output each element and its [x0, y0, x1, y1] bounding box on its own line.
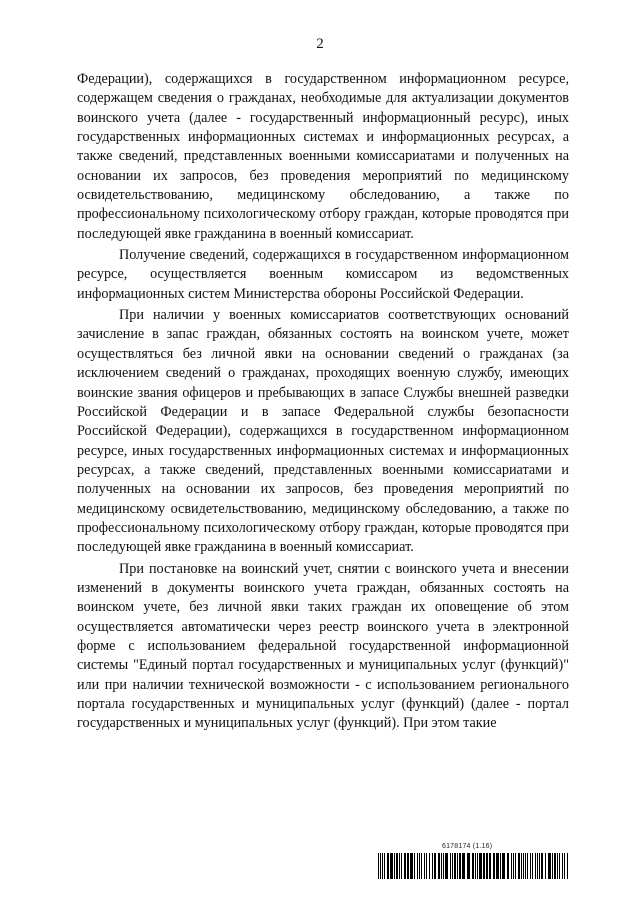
page-number: 2	[316, 36, 324, 52]
paragraph-continuation: Федерации), содержащихся в государственном информационном ресурсе, содержащем сведения о гражданах, необходимые для актуализации документов воинского учета (далее - государственный информационный ресурс), иных государственных информационных системах и информационных ресурсах, а также сведений, представленных военными комиссариатами и полученных на основании их запросов, без проведения мероприятий по медицинскому освидетельствованию, медицинскому обследованию, а также по профессиональному психологическому отбору граждан, которые проводятся при последующей явке гражданина в военный комиссариат.	[77, 71, 569, 242]
paragraph: При наличии у военных комиссариатов соответствующих оснований зачисление в запас граждан, обязанных состоять на воинском учете, может осуществляться без личной явки на основании сведений о гражданах (за исключением сведений о гражданах, проходящих военную службу, имеющих воинские звания офицеров и пребывающих в запасе Службы внешней разведки Российской Федерации и в запасе Федеральной службы безопасности Российской Федерации), содержащихся в государственном информационном ресурсе, иных государственных информационных системах и информационных ресурсах, а также сведений, представленных военными комиссариатами и полученных на основании их запросов, без проведения мероприятий по медицинскому освидетельствованию, медицинскому обследованию, а также по профессиональному психологическому отбору граждан, которые проводятся при последующей явке гражданина в военный комиссариат.	[77, 307, 569, 556]
paragraph: Получение сведений, содержащихся в государственном информационном ресурсе, осуществляется военным комиссаром из ведомственных информационных систем Министерства обороны Российской Федерации.	[77, 247, 569, 302]
document-body	[77, 70, 569, 736]
document-code: 6178174 (1.16)	[442, 843, 493, 850]
barcode-icon	[378, 853, 568, 879]
paragraph: При постановке на воинский учет, снятии с воинского учета и внесении изменений в документы воинского учета граждан, обязанных состоять на воинском учете, без личной явки таких граждан их оповещение об этом осуществляется автоматически через реестр воинского учета в электронной форме с использованием федеральной государственной информационной системы "Единый портал государственных и муниципальных услуг (функций)" или при наличии технической возможности - с использованием регионального портала государственных и муниципальных услуг (функций) (далее - портал государственных и муниципальных услуг (функций). При этом такие	[77, 560, 569, 732]
